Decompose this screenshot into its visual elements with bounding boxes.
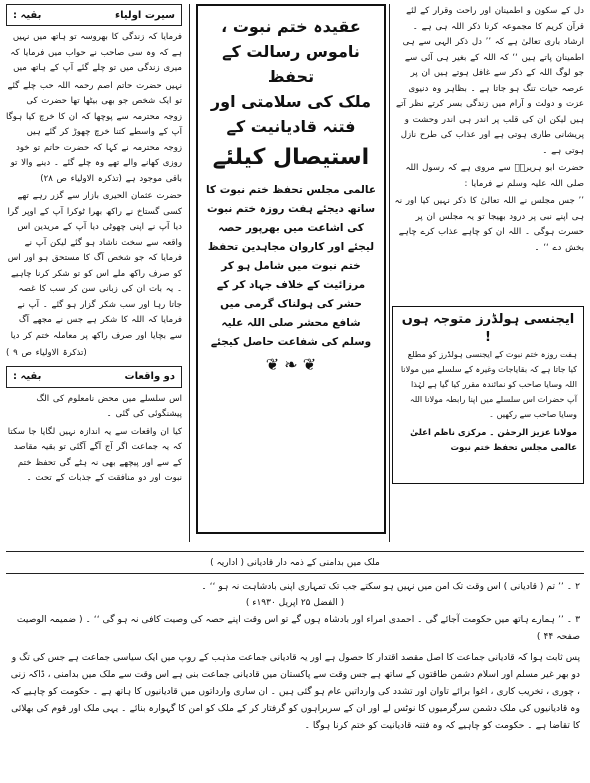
left-paragraph-3: حضرت عثمان الحیری بازار سے گزر رہے تھے کسی گستاخ نے راکھ بھرا ٹوکرا آپ کے اوپر گرا دیا آپ نے اپنی چھوٹی دیا آپ کے مریدین اس واقعہ سے سخت ناشاد ہو گئے لیکن آپ نے فرمایا کہ جو شخص آگ کا مستحق ہو اور اس کو صرف راکھ ملے اس کو تو شکر کرنا چاہیے ۔ یہ بات ان کی زبانی سن کر سب کا غصہ جاتا رہا اور سب شکر گزار ہو گئے ۔ آپ نے فرمایا کہ اللہ کا شکر ہے جس نے مجھے آگ سے بچایا اور صرف راکھ پر معاملہ ختم کر دیا xyxy=(7,191,182,341)
left-header-title: سیرت اولیاء xyxy=(114,9,175,21)
notice-body: ہفت روزہ ختم نبوت کے ایجنسی ہولڈرز کو مطلع کیا جاتا ہے کہ بقایاجات وغیرہ کے سلسلے میں مولانا اللہ وسایا صاحب کو نمائندہ مقرر کیا گیا ہے لہٰذا آپ حضرات اس سلسلے میں اپنا رابطہ مولانا اللہ وسایا صاحب سے رکھیں ۔ xyxy=(400,349,577,419)
advert-title-line-4: فتنہ قادیانیت کے xyxy=(226,117,356,136)
right-column xyxy=(392,4,584,540)
bottom-citation-2: ( الفضل ۲۵ اپریل ۱۹۳۰ء ) xyxy=(245,598,345,608)
notice-title: ایجنسی ہولڈرز متوجہ ہوں ! xyxy=(401,312,575,345)
left-second-header xyxy=(6,366,182,388)
bottom-quote-3: ۳ ۔ ’’ ہمارے ہاتھ میں حکومت آجائے گی ۔ احمدی امراء اور بادشاہ ہوں گے تو اس وقت اپنے حصہ کی وصیت کافی نہ ہو گی ‘‘ ۔ ( ضمیمہ الوصیت صفحہ ۴۴ ) xyxy=(16,614,580,642)
left-second-header-tag: بقیہ : xyxy=(13,371,42,382)
left-second-paragraph-2: کیا ان واقعات سے یہ اندازہ نہیں لگایا جا سکتا کہ یہ جماعت اگر آج آگے آگئی تو بقیہ مقاصد کے سے اور پیچھے بھی نہ ہٹے گی تحفظ ختم نبوت اور دو منافقت کے جذبات کے تحت ۔ xyxy=(7,426,182,483)
left-second-paragraph-1: اس سلسلے میں محض نامعلوم کی الگ پیشنگوئی کی گئی ۔ xyxy=(36,393,182,419)
column-rule-right xyxy=(389,4,390,542)
floral-ornament-icon: ❦ ❧ ❦ xyxy=(265,355,317,374)
advert-title-line-2: ناموس رسالت کے تحفظ xyxy=(222,42,360,86)
right-paragraph-3: ’’ جس مجلس نے اللہ تعالیٰ کا ذکر نہیں کیا اور نہ ہی اپنے نبی پر درود بھیجا تو یہ مجلس ان پر حسرت ہوگی ۔ اللہ ان کو چاہے عذاب کرے چاہے بخش دے ‘‘ ۔ xyxy=(394,196,584,253)
banner-text: ملک میں بدامنی کے ذمہ دار قادیانی ( اداریہ ) xyxy=(210,558,380,568)
column-rule-left xyxy=(189,4,190,542)
left-paragraph-2: نہیں حضرت حاتم اصم رحمہ اللہ حب چلے گئے تو ایک شخص جو بھی بیٹھا تھا حضرت کی زوجہ محترمہ سے پوچھا کہ ان کا خرچ کیا ہوگا آپ کے واسطے کتنا خرچ چھوڑ کر گئے ہیں زوجہ محترمہ نے کہا کہ حضرت حاتم تو خود روزی کھانے والے تھے وہ چلے گئے ۔ دینے والا تو باقی موجود ہے (تذکرہ الاولیاء ص ۲۸) xyxy=(6,80,182,184)
advert-title-line-1: عقیدہ ختم نبوت ، xyxy=(221,17,361,36)
bottom-quote-2: ۲ ۔ ’’ تم ( قادیانی ) اس وقت تک امن میں نہیں ہو سکتے جب تک تمہاری اپنی بادشاہت نہ ہو ‘‘ ۔ xyxy=(201,581,580,592)
advert-body: عالمی مجلس تحفظ ختم نبوت کا ساتھ دیجئے ہفت روزہ ختم نبوت کی اشاعت میں بھرپور حصہ لیجئے اور کاروان مجاہدین تحفظ ختم نبوت میں شامل ہو کر مرزائیت کے خلاف جہاد کر کے حشر کی ہولناک گرمی میں شافع محشر صلی اللہ علیہ وسلم کی شفاعت حاصل کیجئے xyxy=(205,184,376,348)
right-paragraph-1: دل کے سکون و اطمینان اور راحت وقرار کے لئے قرآن کریم کا مجموعہ کرنا ذکر اللہ ہی ہے ۔ ارشاد باری تعالیٰ ہے کہ ’’ دل ذکر الہی سے ہی اطمینان پاتے ہیں ‘‘ کہ اللہ کے بغیر ہی آئی سے جو لوگ اللہ کے ذکر سے غافل ہوتے ہیں ان پر عرصہ حیات تنگ ہو جاتا ہے ۔ بظاہر وہ دنیوی عزت و دولت و آرام میں زندگی بسر کرتے نظر آتے ہیں لیکن ان کی قلب پر اندر ہی اندر وحشت و پریشانی طاری ہوتی ہے اور عذاب کی طرح نازل ہوتی ہے ۔ xyxy=(396,6,584,156)
bottom-conclusion: پس ثابت ہوا کہ قادیانی جماعت کا اصل مقصد اقتدار کا حصول ہے اور یہ قادیانی جماعت مذہب کے روپ میں ایک سیاسی جماعت ہے جس کی تگ و دو بھر غیر مسلم اور اسلام دشمن طاقتوں کے ساتھ ہے جس وقت سے پاکستان میں قادیانی جماعت بنی ہے اس وقت سے ملک میں بدامنی ، ڈاکہ زنی ، چوری ، تخریب کاری ، اغوا برائے تاوان اور تشدد کی وارداتیں عام ہو گئی ہیں ۔ ان ساری وارداتوں میں قادیانیوں کا ہاتھ ہے ۔ حکومت کو چاہیے کہ وہ قادیانیوں کی ملک دشمن سرگرمیوں کا نوٹس لے اور ان کے سربراہوں کو گرفتار کر کے ملک کو امن کا گہوارہ بنائے ۔ یہی ملک اور قوم کی بھلائی کا تقاضا ہے ۔ حکومت کو چاہیے کہ وہ فتنہ قادیانیت کو ختم کرنا ہوگا ۔ xyxy=(10,652,580,731)
section-divider-top xyxy=(6,551,584,552)
section-divider-bottom xyxy=(6,573,584,574)
agency-notice-box xyxy=(392,306,584,484)
notice-signature: مولانا عزیز الرحمٰن ۔ مرکزی ناظم اعلیٰ عالمی مجلس تحفظ ختم نبوت xyxy=(410,428,577,453)
middle-column xyxy=(196,4,386,534)
advert-frame xyxy=(196,4,386,534)
advert-title-line-3: ملک کی سلامتی اور xyxy=(210,92,372,111)
advert-title-line-5: استیصال کیلئے xyxy=(212,145,370,170)
left-header-tag: بقیہ : xyxy=(13,9,42,21)
left-column xyxy=(6,4,182,539)
left-column-header xyxy=(6,4,182,26)
left-paragraph-1: فرمایا کہ زندگی کا بھروسہ تو ہاتھ میں نہیں ہے کہ وہ سی صاحب نے حواب میں فرمایا کہ میری زندگی میں تو چلے گئے آپ کے ہاتھ میں xyxy=(10,32,182,73)
left-second-header-title: دو واقعات xyxy=(124,371,175,382)
bottom-article xyxy=(10,578,580,734)
left-citation: (تذکرۃ الاولیاء ص ۹ ) xyxy=(6,348,87,358)
continuation-banner xyxy=(6,555,584,571)
right-paragraph-2: حضرت ابو ہریرہؓ سے مروی ہے کہ رسول اللہ صلی اللہ علیہ وسلم نے فرمایا : xyxy=(405,163,584,189)
